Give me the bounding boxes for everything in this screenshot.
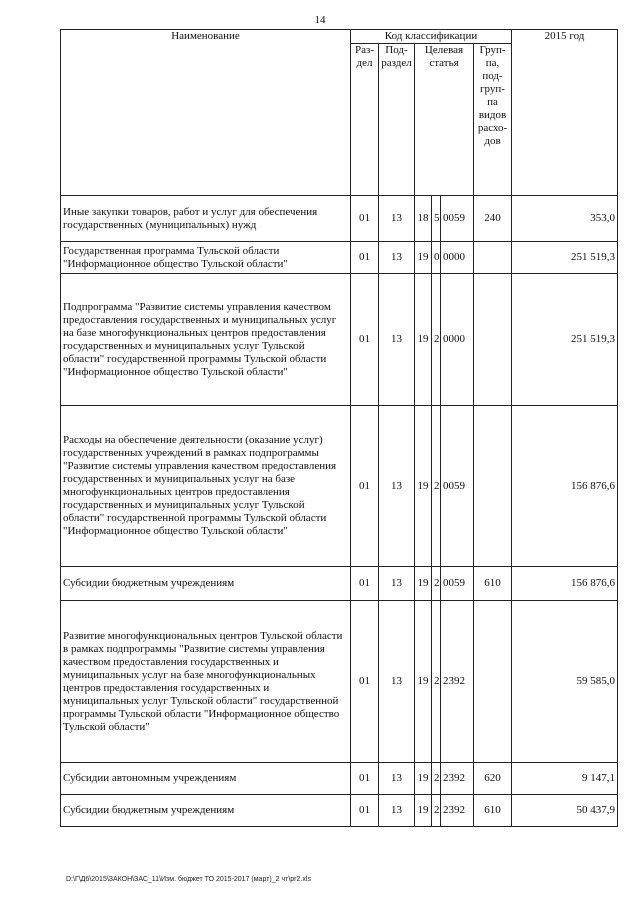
row-name: Субсидии бюджетным учреждениям xyxy=(61,795,351,827)
row-cs3: 0059 xyxy=(441,406,474,567)
row-cs1: 19 xyxy=(415,567,432,601)
row-group xyxy=(474,274,512,406)
row-razdel: 01 xyxy=(351,274,379,406)
row-name: Развитие многофункциональных центров Тульской области в рамках подпрограммы "Развитие системы управления качеством предоставления государственных и муниципальных услуг на базе многофункциональных центров предоставления государственных и муниципальных услуг Тульской области" государственной программы Тульской области "Информационное общество Тульской области" xyxy=(61,601,351,763)
row-name: Субсидии автономным учреждениям xyxy=(61,763,351,795)
row-cs1: 19 xyxy=(415,274,432,406)
header-target: Целевая статья xyxy=(415,44,474,196)
row-cs1: 19 xyxy=(415,406,432,567)
page-number: 14 xyxy=(314,14,326,26)
row-cs2: 2 xyxy=(432,601,441,763)
row-cs1: 19 xyxy=(415,601,432,763)
row-cs1: 19 xyxy=(415,795,432,827)
row-name: Подпрограмма "Развитие системы управления качеством предоставления государственных и муниципальных услуг на базе многофункциональных центров предоставления государственных и муниципальных услуг Тульской области" государственной программы Тульской области "Информационное общество Тульской области" xyxy=(61,274,351,406)
row-cs2: 5 xyxy=(432,196,441,242)
row-group: 240 xyxy=(474,196,512,242)
row-name: Расходы на обеспечение деятельности (оказание услуг) государственных учреждений в рамках подпрограммы "Развитие системы управления качеством предоставления государственных и муниципальных услуг на базе многофункциональных центров предоставления государственных и муниципальных услуг Тульской области" государственной программы Тульской области "Информационное общество Тульской области" xyxy=(61,406,351,567)
row-amount: 9 147,1 xyxy=(512,763,618,795)
row-amount: 251 519,3 xyxy=(512,242,618,274)
budget-table xyxy=(60,29,618,827)
row-razdel: 01 xyxy=(351,242,379,274)
row-amount: 50 437,9 xyxy=(512,795,618,827)
header-year: 2015 год xyxy=(512,30,618,196)
row-podrazdel: 13 xyxy=(379,601,415,763)
row-cs1: 18 xyxy=(415,196,432,242)
file-path-footer: D:\Г\Д6\2015\ЗАКОН\ЗАС_11\Изм. бюджет ТО 2015-2017 (март)_2 чт\pr2.xls xyxy=(66,876,311,883)
table-row xyxy=(61,406,618,567)
row-razdel: 01 xyxy=(351,196,379,242)
row-razdel: 01 xyxy=(351,406,379,567)
header-section: Раз- дел xyxy=(351,44,379,196)
row-group: 610 xyxy=(474,795,512,827)
row-cs2: 2 xyxy=(432,795,441,827)
row-podrazdel: 13 xyxy=(379,274,415,406)
row-amount: 59 585,0 xyxy=(512,601,618,763)
row-group: 610 xyxy=(474,567,512,601)
row-cs2: 2 xyxy=(432,274,441,406)
row-amount: 156 876,6 xyxy=(512,567,618,601)
header-name: Наименование xyxy=(61,30,351,196)
table-row xyxy=(61,795,618,827)
row-amount: 353,0 xyxy=(512,196,618,242)
row-cs2: 2 xyxy=(432,406,441,567)
row-cs1: 19 xyxy=(415,763,432,795)
table-row xyxy=(61,274,618,406)
row-podrazdel: 13 xyxy=(379,795,415,827)
row-cs2: 2 xyxy=(432,567,441,601)
row-group xyxy=(474,242,512,274)
row-cs3: 2392 xyxy=(441,795,474,827)
row-cs1: 19 xyxy=(415,242,432,274)
header-group: Груп- па, под- груп- па видов расхо- дов xyxy=(474,44,512,196)
table-row xyxy=(61,242,618,274)
row-group: 620 xyxy=(474,763,512,795)
row-razdel: 01 xyxy=(351,567,379,601)
row-group xyxy=(474,601,512,763)
table-row xyxy=(61,601,618,763)
table-row xyxy=(61,196,618,242)
row-cs2: 2 xyxy=(432,763,441,795)
table-row xyxy=(61,763,618,795)
row-name: Субсидии бюджетным учреждениям xyxy=(61,567,351,601)
row-razdel: 01 xyxy=(351,795,379,827)
row-razdel: 01 xyxy=(351,763,379,795)
row-podrazdel: 13 xyxy=(379,242,415,274)
row-cs3: 2392 xyxy=(441,763,474,795)
row-name: Государственная программа Тульской области "Информационное общество Тульской области" xyxy=(61,242,351,274)
row-podrazdel: 13 xyxy=(379,567,415,601)
table-row xyxy=(61,567,618,601)
row-name: Иные закупки товаров, работ и услуг для обеспечения государственных (муниципальных) нужд xyxy=(61,196,351,242)
row-podrazdel: 13 xyxy=(379,763,415,795)
row-amount: 251 519,3 xyxy=(512,274,618,406)
row-razdel: 01 xyxy=(351,601,379,763)
row-amount: 156 876,6 xyxy=(512,406,618,567)
row-cs3: 2392 xyxy=(441,601,474,763)
row-cs3: 0000 xyxy=(441,242,474,274)
row-podrazdel: 13 xyxy=(379,196,415,242)
row-podrazdel: 13 xyxy=(379,406,415,567)
header-subsection: Под- раздел xyxy=(379,44,415,196)
row-cs3: 0059 xyxy=(441,567,474,601)
row-cs2: 0 xyxy=(432,242,441,274)
row-group xyxy=(474,406,512,567)
header-classification: Код классификации xyxy=(351,30,512,44)
row-cs3: 0000 xyxy=(441,274,474,406)
row-cs3: 0059 xyxy=(441,196,474,242)
